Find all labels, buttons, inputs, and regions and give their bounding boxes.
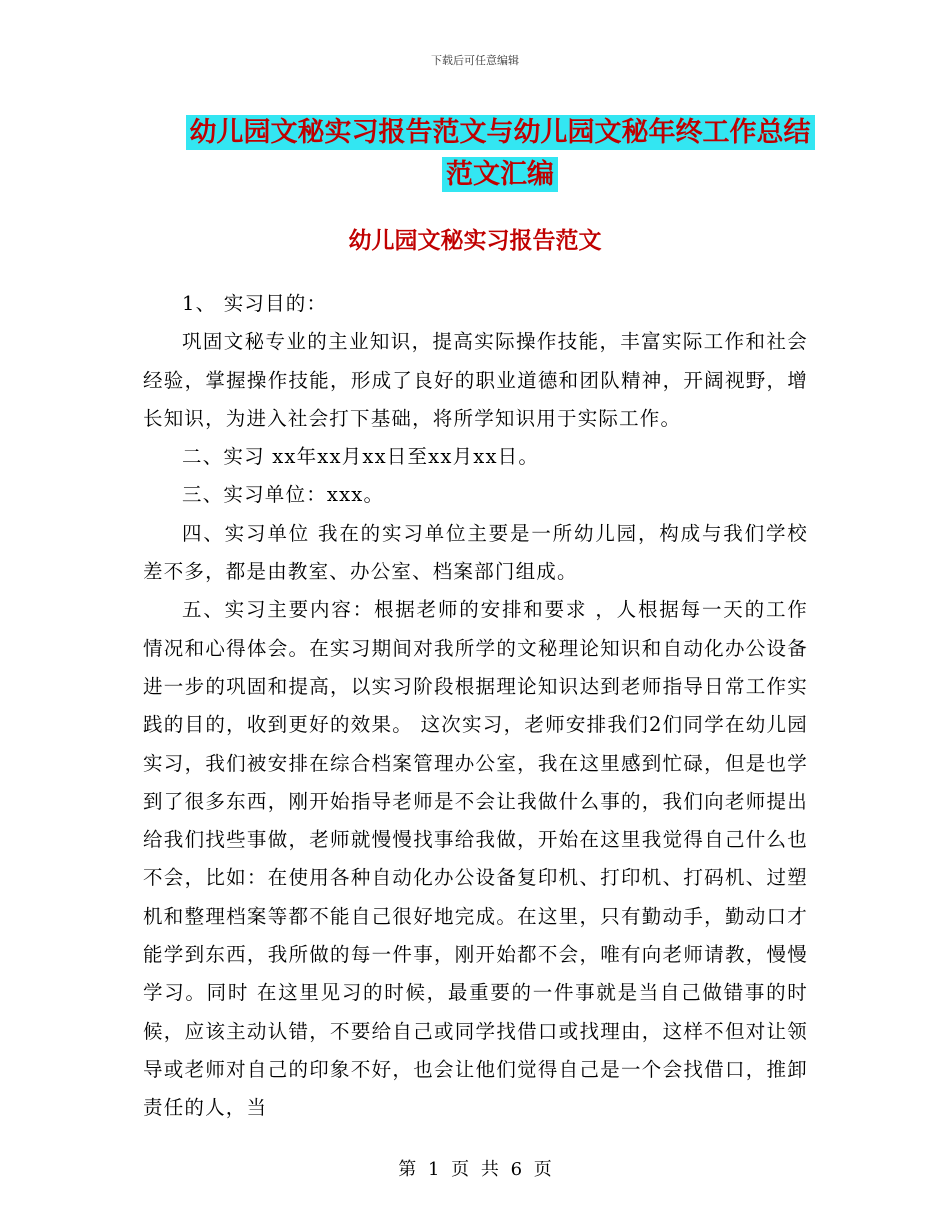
- document-title-text-2: 范文汇编: [442, 157, 558, 192]
- document-title-line-2: [150, 150, 850, 200]
- paragraph-main-content: 五、实习主要内容：根据老师的安排和要求 ，人根据每一天的工作情况和心得体会。在实习期间对我所学的文秘理论知识和自动化办公设备进一步的巩固和提高，以实习阶段根据理论知识达到老师指导日常工作实践的目的，收到更好的效果。 这次实习，老师安排我们2们同学在幼儿园实习，我们被安排在综合档案管理办公室，我在这里感到忙碌，但是也学到了很多东西，刚开始指导老师是不会让我做什么事的，我们向老师提出给我们找些事做，老师就慢慢找事给我做，开始在这里我觉得自己什么也不会，比如：在使用各种自动化办公设备复印机、打印机、打码机、过塑机和整理档案等都不能自己很好地完成。在这里，只有勤动手，勤动口才能学到东西，我所做的每一件事，刚开始都不会，唯有向老师请教，慢慢学习。同时 在这里见习的时候，最重要的一件事就是当自己做错事的时候，应该主动认错，不要给自己或同学找借口或找理由，这样不但对让领导或老师对自己的印象不好，也会让他们觉得自己是一个会找借口，推卸责任的人，当: [143, 598, 808, 1120]
- section-title: 幼儿园文秘实习报告范文: [348, 227, 602, 254]
- document-title-text-1: 幼儿园文秘实习报告范文与幼儿园文秘年终工作总结: [186, 115, 815, 150]
- paragraph-unit: 三、实习单位：xxx。: [182, 483, 385, 507]
- paragraph-purpose-heading: 1、 实习目的：: [182, 292, 328, 315]
- document-body: [143, 285, 808, 1128]
- page-footer: 第 1 页 共 6 页: [398, 1159, 552, 1180]
- paragraph-period: 二、实习 xx年xx月xx日至xx月xx日。: [182, 445, 540, 469]
- header-note: 下载后可任意编辑: [431, 54, 519, 67]
- paragraph-purpose: 巩固文秘专业的主业知识，提高实际操作技能，丰富实际工作和社会经验，掌握操作技能，形成了良好的职业道德和团队精神，开阔视野，增长知识，为进入社会打下基础，将所学知识用于实际工作。: [143, 330, 808, 430]
- paragraph-unit-description: 四、实习单位 我在的实习单位主要是一所幼儿园，构成与我们学校差不多，都是由教室、办公室、档案部门组成。: [143, 521, 808, 584]
